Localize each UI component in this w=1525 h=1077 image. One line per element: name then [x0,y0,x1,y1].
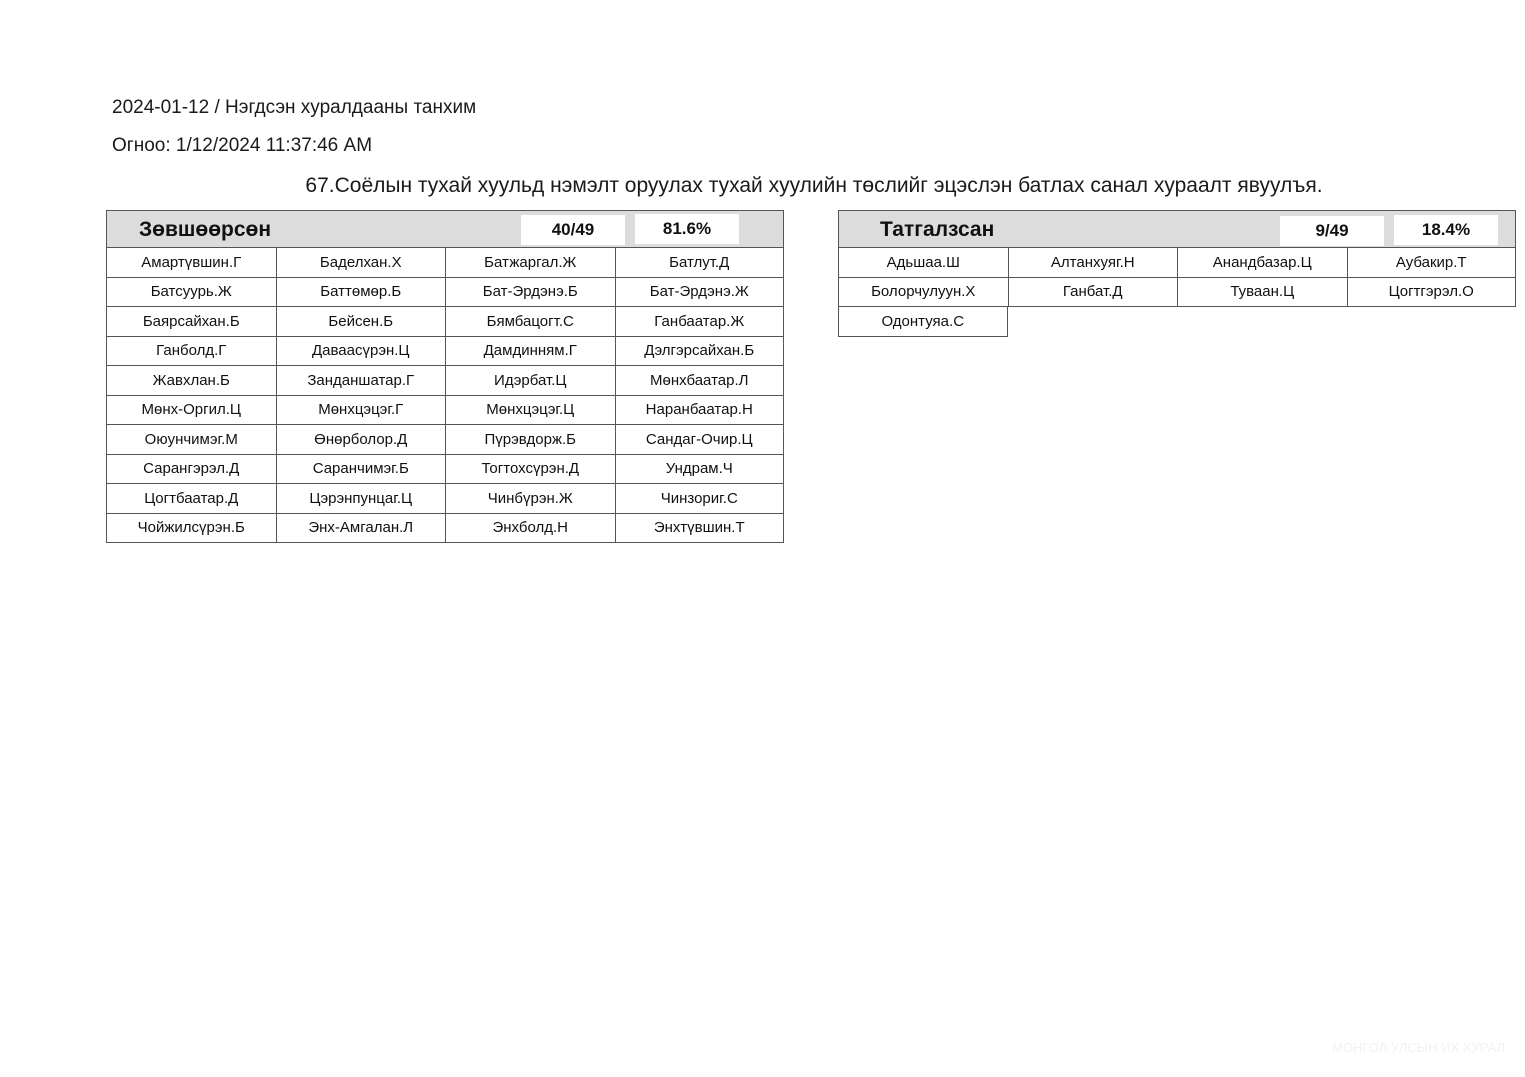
parliament-watermark: МОНГОЛ УЛСЫН ИХ ХУРАЛ [1332,1040,1505,1055]
approved-header [106,210,784,248]
rejected-member-name: Одонтуяа.С [838,307,1008,337]
approved-member-name: Сандаг-Очир.Ц [615,425,785,455]
approved-member-name: Идэрбат.Ц [445,366,615,396]
approved-votes-block [106,210,784,543]
approved-member-name: Мөнхцэцэг.Г [276,396,446,426]
rejected-label: Татгалзсан [880,218,995,241]
approved-member-name: Бямбацогт.С [445,307,615,337]
approved-member-name: Жавхлан.Б [106,366,276,396]
rejected-header [838,210,1516,248]
rejected-count: 9/49 [1280,216,1384,246]
approved-member-name: Тогтохсүрэн.Д [445,455,615,485]
rejected-member-name: Туваан.Ц [1177,278,1347,308]
rejected-member-name: Анандбазар.Ц [1177,248,1347,278]
approved-percent: 81.6% [635,214,739,244]
approved-member-name: Ганбаатар.Ж [615,307,785,337]
approved-member-name: Батжаргал.Ж [445,248,615,278]
approved-member-name: Батлут.Д [615,248,785,278]
approved-member-name: Наранбаатар.Н [615,396,785,426]
approved-member-name: Дэлгэрсайхан.Б [615,337,785,367]
approved-member-name: Пүрэвдорж.Б [445,425,615,455]
approved-count: 40/49 [521,215,625,245]
approved-member-name: Чойжилсүрэн.Б [106,514,276,544]
approved-member-name: Амартүвшин.Г [106,248,276,278]
rejected-member-name: Цогтгэрэл.О [1347,278,1517,308]
approved-member-name: Мөнх-Оргил.Ц [106,396,276,426]
approved-member-name: Цогтбаатар.Д [106,484,276,514]
approved-member-name: Баярсайхан.Б [106,307,276,337]
approved-member-name: Баттөмөр.Б [276,278,446,308]
rejected-member-name: Болорчулуун.Х [838,278,1008,308]
approved-member-name: Өнөрболор.Д [276,425,446,455]
rejected-member-name: Аубакир.Т [1347,248,1517,278]
approved-member-name: Оюунчимэг.М [106,425,276,455]
approved-member-name: Ундрам.Ч [615,455,785,485]
approved-member-name: Бейсен.Б [276,307,446,337]
rejected-votes-block [838,210,1516,337]
approved-member-name: Чинзориг.С [615,484,785,514]
rejected-member-name: Алтанхуяг.Н [1008,248,1178,278]
rejected-names-table [838,248,1516,337]
rejected-member-name: Адьшаа.Ш [838,248,1008,278]
approved-member-name: Энхболд.Н [445,514,615,544]
approved-member-name: Даваасүрэн.Ц [276,337,446,367]
vote-date-line: Огноо: 1/12/2024 11:37:46 AM [112,135,373,156]
approved-member-name: Баделхан.Х [276,248,446,278]
approved-member-name: Энх-Амгалан.Л [276,514,446,544]
approved-member-name: Сарангэрэл.Д [106,455,276,485]
approved-label: Зөвшөөрсөн [139,218,272,241]
approved-member-name: Бат-Эрдэнэ.Б [445,278,615,308]
motion-title: 67.Соёлын тухай хуульд нэмэлт оруулах тухай хуулийн төслийг эцэслэн батлах санал хураалт явуулъя. [305,174,1323,197]
approved-member-name: Мөнхбаатар.Л [615,366,785,396]
approved-member-name: Мөнхцэцэг.Ц [445,396,615,426]
approved-member-name: Батсуурь.Ж [106,278,276,308]
approved-member-name: Дамдинням.Г [445,337,615,367]
approved-names-table [106,248,784,543]
approved-member-name: Ганболд.Г [106,337,276,367]
approved-member-name: Занданшатар.Г [276,366,446,396]
approved-member-name: Цэрэнпунцаг.Ц [276,484,446,514]
session-line: 2024-01-12 / Нэгдсэн хуралдааны танхим [112,97,477,118]
approved-member-name: Бат-Эрдэнэ.Ж [615,278,785,308]
approved-member-name: Саранчимэг.Б [276,455,446,485]
rejected-percent: 18.4% [1394,215,1498,245]
approved-member-name: Энхтүвшин.Т [615,514,785,544]
rejected-member-name: Ганбат.Д [1008,278,1178,308]
approved-member-name: Чинбүрэн.Ж [445,484,615,514]
